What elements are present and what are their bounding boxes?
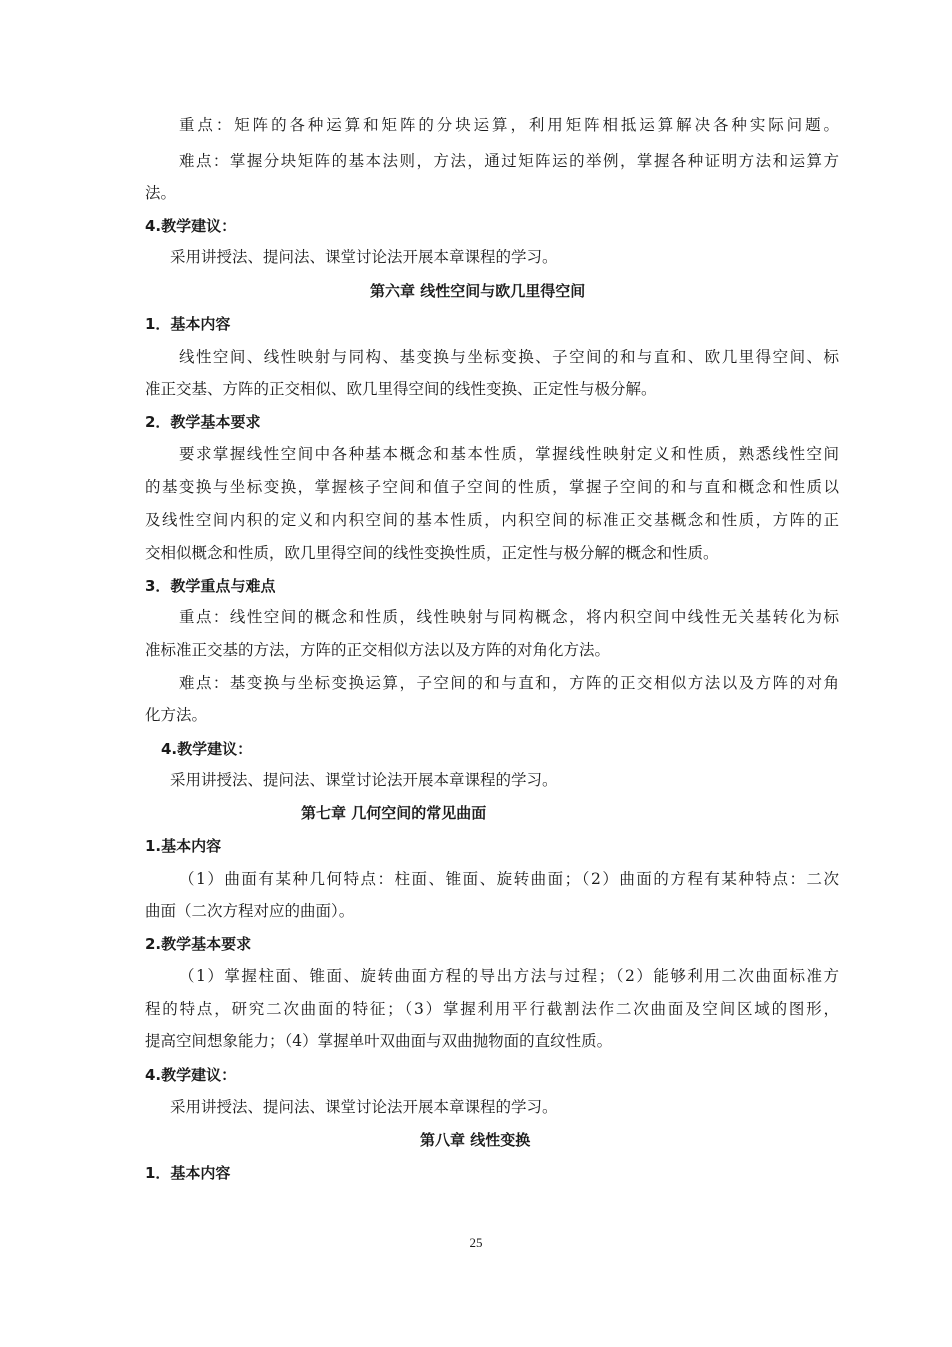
paragraph-requirements-cont: 的基变换与坐标变换，掌握核子空间和值子空间的性质，掌握子空间的和与直和概念和性质以 (145, 478, 841, 496)
section-heading-requirements: 2.教学基本要求 (145, 935, 252, 953)
paragraph-difficulties-cont: 化方法。 (145, 706, 208, 724)
section-heading-teaching-advice: 4.教学建议： (161, 740, 253, 758)
chapter-title-6: 第六章 线性空间与欧几里得空间 (370, 282, 586, 300)
paragraph-difficulties-cont: 法。 (145, 184, 177, 202)
paragraph-requirements: （1）掌握柱面、锥面、旋转曲面方程的导出方法与过程；（2）能够利用二次曲面标准方 (179, 967, 841, 985)
paragraph-basic-content-cont: 曲面（二次方程对应的曲面）。 (145, 902, 355, 920)
paragraph-teaching-advice: 采用讲授法、提问法、课堂讨论法开展本章课程的学习。 (170, 1098, 558, 1116)
paragraph-teaching-advice: 采用讲授法、提问法、课堂讨论法开展本章课程的学习。 (170, 771, 558, 789)
section-heading-basic-content: 1.基本内容 (145, 837, 222, 855)
section-heading-requirements: 2．教学基本要求 (145, 413, 261, 431)
paragraph-requirements: 要求掌握线性空间中各种基本概念和基本性质，掌握线性映射定义和性质，熟悉线性空间 (179, 445, 841, 463)
section-heading-key-difficult: 3．教学重点与难点 (145, 577, 276, 595)
section-heading-basic-content: 1．基本内容 (145, 1164, 231, 1182)
paragraph-basic-content: （1）曲面有某种几何特点：柱面、锥面、旋转曲面；（2）曲面的方程有某种特点：二次 (179, 870, 841, 888)
chapter-title-8: 第八章 线性变换 (420, 1131, 531, 1149)
paragraph-key-points-cont: 准标准正交基的方法，方阵的正交相似方法以及方阵的对角化方法。 (145, 641, 611, 659)
chapter-title-7: 第七章 几何空间的常见曲面 (301, 804, 487, 822)
page-number: 25 (469, 1235, 483, 1250)
paragraph-difficulties: 难点：掌握分块矩阵的基本法则，方法，通过矩阵运的举例，掌握各种证明方法和运算方 (179, 152, 841, 170)
section-heading-teaching-advice: 4.教学建议： (145, 217, 237, 235)
paragraph-teaching-advice: 采用讲授法、提问法、课堂讨论法开展本章课程的学习。 (170, 248, 558, 266)
section-heading-basic-content: 1．基本内容 (145, 315, 231, 333)
paragraph-requirements-cont: 提高空间想象能力；（4）掌握单叶双曲面与双曲抛物面的直纹性质。 (145, 1032, 613, 1050)
paragraph-basic-content: 线性空间、线性映射与同构、基变换与坐标变换、子空间的和与直和、欧几里得空间、标 (179, 348, 841, 366)
paragraph-key-points: 重点：线性空间的概念和性质，线性映射与同构概念，将内积空间中线性无关基转化为标 (179, 608, 841, 626)
paragraph-basic-content-cont: 准正交基、方阵的正交相似、欧几里得空间的线性变换、正定性与极分解。 (145, 380, 657, 398)
section-heading-teaching-advice: 4.教学建议： (145, 1066, 237, 1084)
paragraph-requirements-cont: 交相似概念和性质，欧几里得空间的线性变换性质，正定性与极分解的概念和性质。 (145, 544, 719, 562)
paragraph-requirements-cont: 程的特点，研究二次曲面的特征；（3）掌握利用平行截割法作二次曲面及空间区域的图形， (145, 1000, 841, 1018)
paragraph-key-points: 重点：矩阵的各种运算和矩阵的分块运算，利用矩阵相抵运算解决各种实际问题。 (179, 116, 842, 134)
paragraph-difficulties: 难点：基变换与坐标变换运算，子空间的和与直和，方阵的正交相似方法以及方阵的对角 (179, 674, 841, 692)
paragraph-requirements-cont: 及线性空间内积的定义和内积空间的基本性质，内积空间的标准正交基概念和性质，方阵的正 (145, 511, 841, 529)
